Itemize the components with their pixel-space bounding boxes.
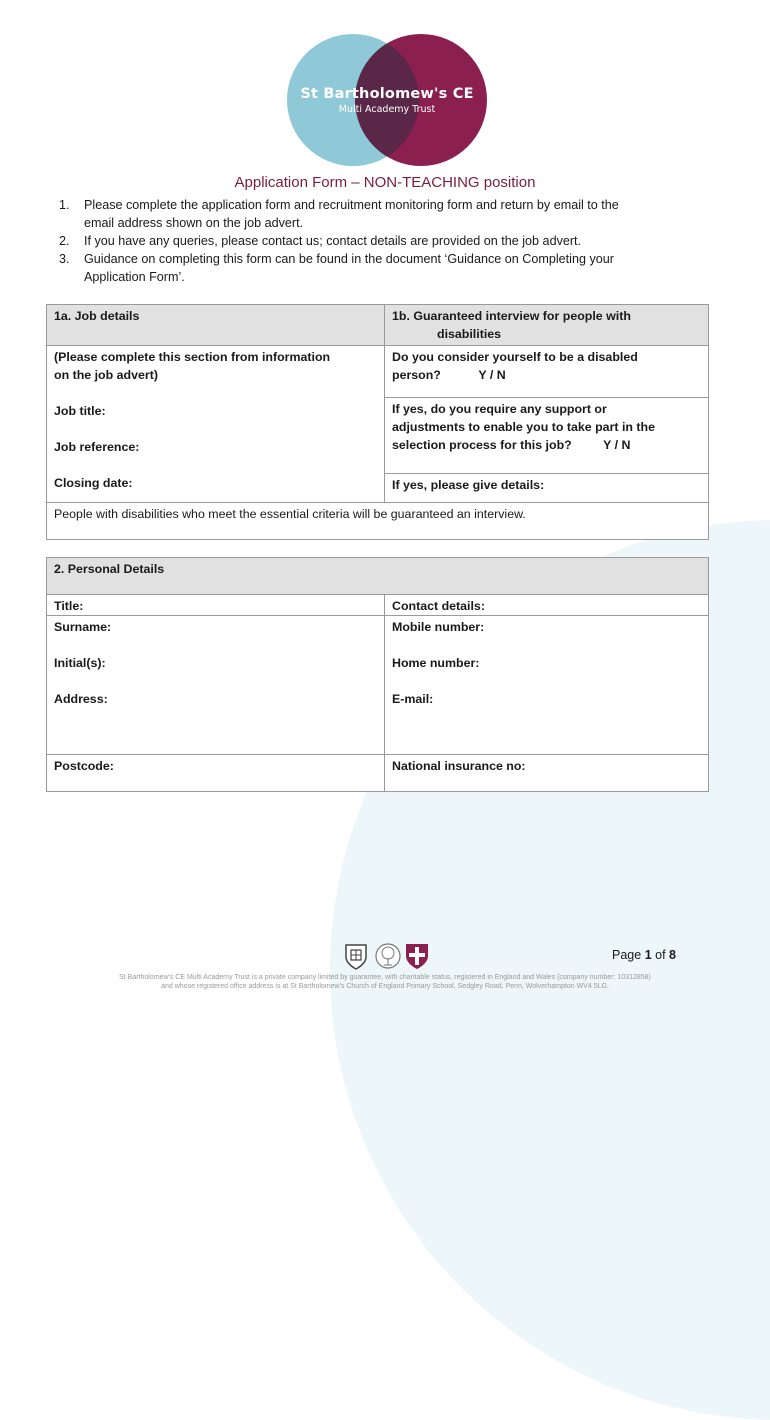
support-details-label: If yes, please give details: xyxy=(392,477,545,492)
mobile-number-field[interactable]: Mobile number: xyxy=(392,620,485,634)
logo-line-2: Multi Academy Trust xyxy=(338,104,436,115)
personal-details-header xyxy=(47,558,709,595)
instruction-number: 2. xyxy=(59,234,70,248)
logo-line-1: St Bartholomew's CE xyxy=(300,86,474,102)
logo-text xyxy=(287,86,487,115)
home-number-field[interactable]: Home number: xyxy=(392,656,480,670)
support-question-text: selection process for this job? xyxy=(392,438,572,453)
instruction-number: 3. xyxy=(59,252,70,266)
instruction-text: Application Form’. xyxy=(84,270,185,284)
disabled-question-text: person? xyxy=(392,368,441,382)
tree-roundel-icon xyxy=(376,944,400,968)
instruction-text: Please complete the application form and recruitment monitoring form and return by email to the xyxy=(84,198,619,212)
guaranteed-interview-header-line-2: disabilities xyxy=(437,327,502,341)
instruction-text: If you have any queries, please contact us; contact details are provided on the job advert. xyxy=(84,234,582,248)
job-title-field[interactable]: Job title: xyxy=(54,404,106,418)
national-insurance-label: National insurance no: xyxy=(392,759,526,773)
support-question-text: If yes, do you require any support or xyxy=(392,402,607,417)
instruction-number: 1. xyxy=(59,198,70,212)
job-details-table xyxy=(46,304,709,540)
title-label: Title: xyxy=(54,599,84,613)
job-details-instruction: (Please complete this section from information xyxy=(54,350,331,364)
instruction-item xyxy=(54,232,714,250)
personal-details-header-text: 2. Personal Details xyxy=(54,562,165,576)
support-yes-no-option[interactable]: Y / N xyxy=(603,438,631,453)
disabled-question-text: Do you consider yourself to be a disabled xyxy=(392,350,638,364)
closing-date-field[interactable]: Closing date: xyxy=(54,476,133,490)
surname-field[interactable]: Surname: xyxy=(54,620,112,634)
page-label: Page xyxy=(612,948,642,962)
title-field[interactable] xyxy=(47,595,385,616)
postcode-label: Postcode: xyxy=(54,759,114,773)
email-field[interactable]: E-mail: xyxy=(392,692,434,706)
school-crests-icon xyxy=(344,941,440,971)
page-total: 8 xyxy=(669,948,676,962)
instruction-text: email address shown on the job advert. xyxy=(84,216,304,230)
form-title: Application Form – NON-TEACHING position xyxy=(234,174,536,191)
job-details-header-text: 1a. Job details xyxy=(54,309,140,323)
instruction-item xyxy=(54,250,714,286)
shield-crest-icon xyxy=(346,945,366,969)
cross-shield-icon xyxy=(406,944,428,969)
school-crests xyxy=(344,941,440,971)
name-address-fields[interactable] xyxy=(47,616,385,755)
page-number xyxy=(612,948,676,962)
disability-note xyxy=(47,503,709,540)
trust-logo xyxy=(287,34,487,166)
guaranteed-interview-header-line-1: 1b. Guaranteed interview for people with xyxy=(392,309,631,323)
postcode-field[interactable] xyxy=(47,755,385,792)
guaranteed-interview-header xyxy=(385,305,709,346)
initials-field[interactable]: Initial(s): xyxy=(54,656,106,670)
job-reference-field[interactable]: Job reference: xyxy=(54,440,140,454)
job-details-header xyxy=(47,305,385,346)
support-question-text: adjustments to enable you to take part in the xyxy=(392,420,655,435)
instruction-text: Guidance on completing this form can be found in the document ‘Guidance on Completing your xyxy=(84,252,614,266)
contact-details-field xyxy=(385,595,709,616)
personal-details-table xyxy=(46,557,709,792)
phone-email-fields[interactable] xyxy=(385,616,709,755)
page-of: of xyxy=(655,948,666,962)
disability-note-text: People with disabilities who meet the essential criteria will be guaranteed an interview. xyxy=(54,507,526,521)
page-current: 1 xyxy=(644,948,652,962)
national-insurance-field[interactable] xyxy=(385,755,709,792)
legal-footer-line-2: and whose registered office address is at St Bartholomew's Church of England Primary School, Sedgley Road, Penn, Wolverhampton WV4 5LG. xyxy=(161,983,609,990)
disabled-yes-no-option[interactable]: Y / N xyxy=(478,368,506,382)
instructions-list xyxy=(54,196,714,286)
disabled-question[interactable] xyxy=(385,346,709,398)
job-details-instruction: on the job advert) xyxy=(54,368,158,382)
support-details-field[interactable] xyxy=(385,473,709,502)
legal-footer-line-1: St Bartholomew's CE Multi Academy Trust is a private company limited by guarantee, with charitable status, registered in England and Wales (company number: 10312858) xyxy=(119,974,651,981)
contact-details-label: Contact details: xyxy=(392,599,485,613)
address-field[interactable]: Address: xyxy=(54,692,108,706)
legal-footer xyxy=(60,973,710,991)
instruction-item xyxy=(54,196,714,232)
support-question[interactable] xyxy=(385,398,709,473)
job-details-fields[interactable] xyxy=(47,346,385,503)
